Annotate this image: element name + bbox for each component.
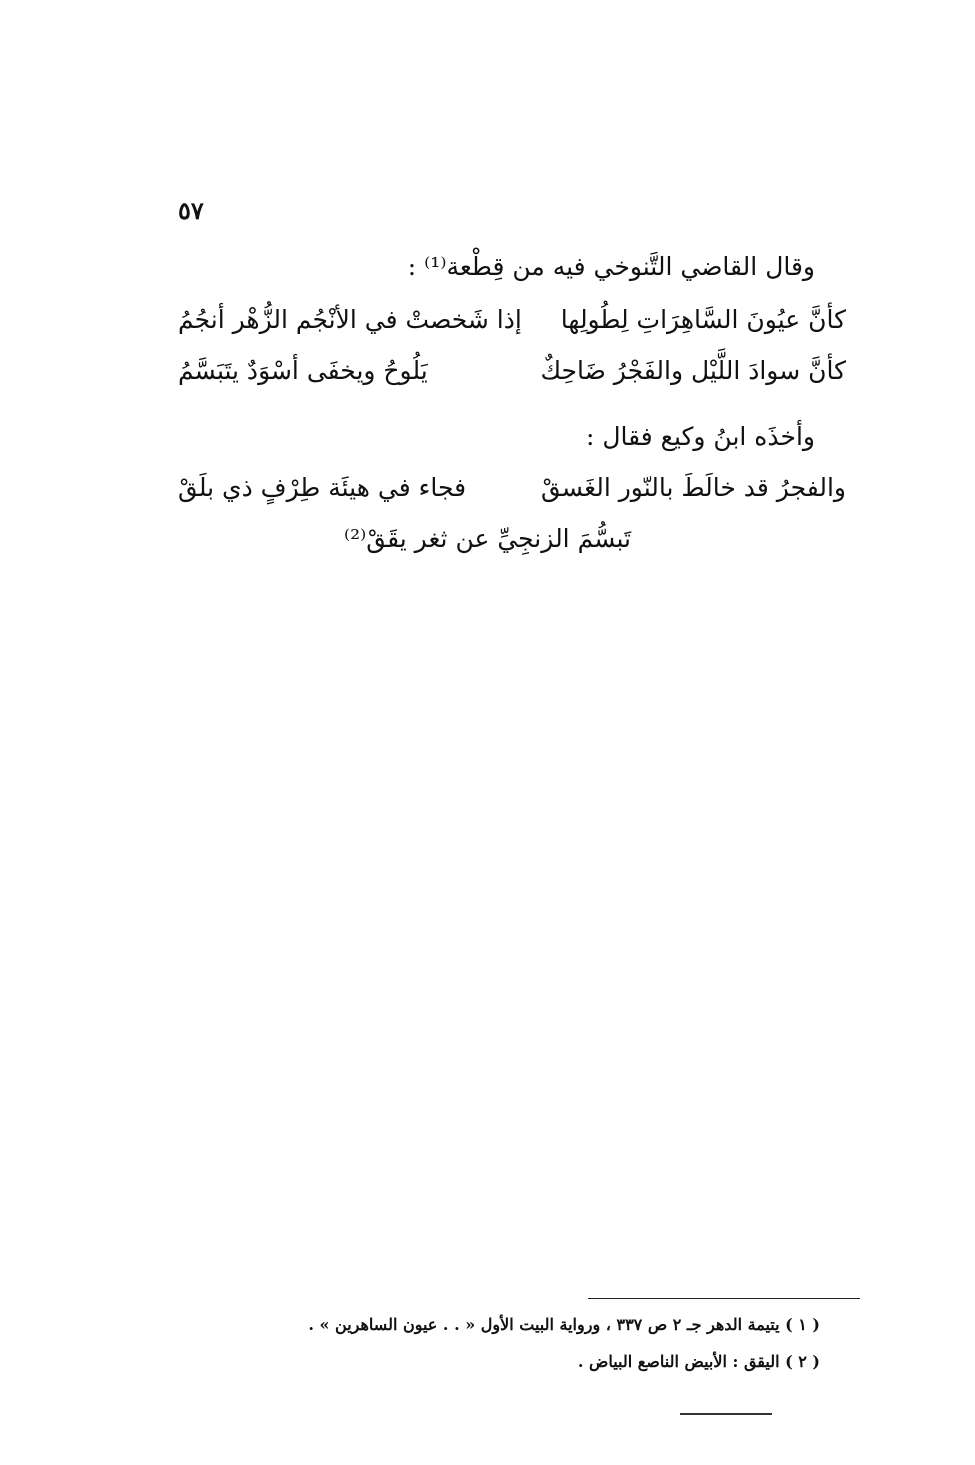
page-number: ٥٧	[178, 196, 204, 225]
footnote-1: ( ١ ) يتيمة الدهر جـ ٢ ص ٣٣٧ ، ورواية البيت الأول « . . عيون الساهرين » .	[308, 1315, 820, 1334]
footnote-2: ( ٢ ) اليقق : الأبيض الناصع البياض .	[577, 1352, 820, 1371]
verse-3-second-hemistich: فجاء في هيئَة طِرْفٍ ذي بلَقْ	[178, 473, 467, 502]
verse-3-first-hemistich: والفجرُ قد خالَطَ بالنّور الغَسقْ	[541, 473, 846, 502]
intro-line-1: وقال القاضي التَّنوخي فيه من قِطْعة⁽¹⁾ :	[407, 252, 815, 281]
bottom-mark	[680, 1413, 772, 1415]
verse-1-second-hemistich: إذا شَخصتْ في الأنْجُم الزُّهْر أنجُمُ	[178, 305, 522, 334]
footnote-separator	[588, 1298, 860, 1299]
verse-2	[178, 353, 846, 389]
verse-2-first-hemistich: كأنَّ سوادَ اللَّيْل والفَجْرُ ضَاحِكٌ	[540, 356, 846, 385]
verse-1-first-hemistich: كأنَّ عيُونَ السَّاهِرَاتِ لِطُولِها	[560, 305, 846, 334]
verse-4: تَبسُّمَ الزنجِيِّ عن ثغر يقَقْ⁽²⁾	[343, 524, 632, 553]
verse-2-second-hemistich: يَلُوحُ ويخفَى أسْوَدٌ يتَبَسَّمُ	[178, 356, 428, 385]
verse-3	[178, 470, 846, 506]
intro-line-2: وأخذَه ابنُ وكيع فقال :	[585, 422, 815, 451]
verse-1	[178, 302, 846, 338]
